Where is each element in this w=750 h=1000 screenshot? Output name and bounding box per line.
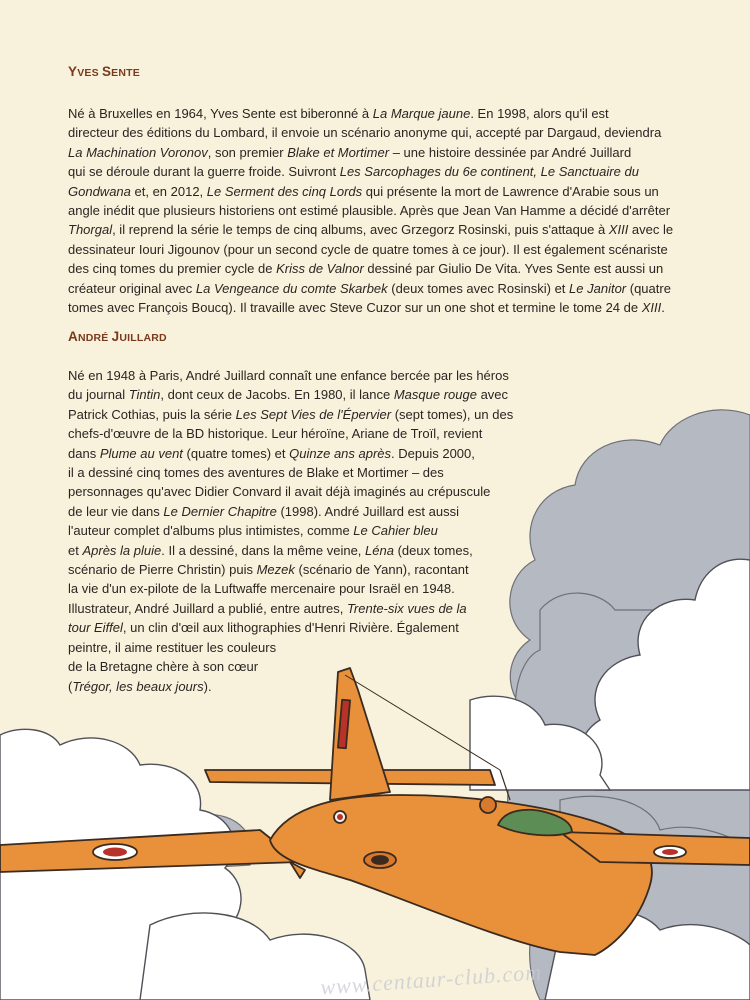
text-line: et Après la pluie. Il a dessiné, dans la même veine, Léna (deux tomes, [68, 542, 473, 558]
text-line: (Trégor, les beaux jours). [68, 678, 212, 694]
title-italic: Tintin [128, 387, 161, 403]
section-heading-yves-sente: YVES SENTE [68, 64, 140, 79]
watermark: www.centaur-club.com [319, 959, 543, 1000]
text-line: l'auteur complet d'albums plus intimistes, comme Le Cahier bleu [68, 523, 438, 539]
title-italic: Trégor, les beaux jours [72, 678, 204, 694]
title-italic: Blake et Mortimer [287, 144, 390, 160]
text-line: angle inédit que plusieurs historiens ont estimé plausible. Après que Jean Van Hamme a décidé d'arrêter [68, 203, 671, 219]
text-line: qui se déroule durant la guerre froide. Suivront Les Sarcophages du 6e continent, Le Sanctuaire du [68, 164, 639, 180]
title-italic: La Vengeance du comte Skarbek [195, 280, 388, 296]
text-line: du journal Tintin, dont ceux de Jacobs. En 1980, il lance Masque rouge avec [68, 387, 509, 403]
title-italic: Le Cahier bleu [353, 523, 438, 539]
title-italic: Plume au vent [99, 445, 183, 461]
text-line: La Machination Voronov, son premier Blake et Mortimer – une histoire dessinée par André Juillard [68, 144, 632, 160]
text-line: Thorgal, il reprend la série le temps de cinq albums, avec Grzegorz Rosinski, puis s'attaque à XIII avec le [68, 222, 674, 238]
text-line: il a dessiné cinq tomes des aventures de Blake et Mortimer – des [68, 465, 444, 481]
text-line: tour Eiffel, un clin d'œil aux lithographies d'Henri Rivière. Également [68, 620, 459, 636]
title-italic: Mezek [256, 562, 295, 578]
text-line: Patrick Cothias, puis la série Les Sept Vies de l'Épervier (sept tomes), un des [68, 406, 514, 422]
biography-yves-sente [68, 104, 708, 317]
text-line: la vie d'un ex-pilote de la Luftwaffe mercenaire pour Israël en 1948. [68, 581, 455, 597]
title-italic: XIII [608, 222, 629, 238]
text-line: tomes avec François Boucq). Il travaille avec Steve Cuzor sur un one shot et termine le tome 24 de XIII. [68, 300, 665, 316]
title-italic: Masque rouge [393, 387, 477, 403]
text-line: Gondwana et, en 2012, Le Serment des cinq Lords qui présente la mort de Lawrence d'Arabie sous un [68, 183, 659, 199]
text-line: Illustrateur, André Juillard a publié, entre autres, Trente-six vues de la [68, 600, 467, 616]
title-italic: tour Eiffel [68, 620, 123, 636]
title-italic: Trente-six vues de la [346, 600, 467, 616]
title-italic: XIII [641, 300, 662, 316]
text-line: chefs-d'œuvre de la BD historique. Leur héroïne, Ariane de Troïl, revient [68, 426, 483, 442]
title-italic: Après la pluie [82, 542, 162, 558]
text-line: de la Bretagne chère à son cœur [68, 659, 259, 675]
title-italic: La Machination Voronov [68, 144, 208, 160]
biography-andre-juillard [68, 366, 538, 696]
text-line: peintre, il aime restituer les couleurs [68, 639, 277, 655]
text-line: dessinateur Iouri Jigounov (pour un second cycle de quatre tomes à ce jour). Il est également scénariste [68, 241, 668, 257]
text-line: Né en 1948 à Paris, André Juillard connaît une enfance bercée par les héros [68, 368, 509, 383]
text-line: de leur vie dans Le Dernier Chapitre (1998). André Juillard est aussi [68, 503, 459, 519]
title-italic: Les Sept Vies de l'Épervier [235, 406, 392, 422]
text-line: créateur original avec La Vengeance du comte Skarbek (deux tomes avec Rosinski) et Le Janitor (quatre [68, 280, 671, 296]
text-line: dans Plume au vent (quatre tomes) et Quinze ans après. Depuis 2000, [68, 445, 475, 461]
title-italic: Le Janitor [569, 280, 627, 296]
title-italic: Quinze ans après [289, 445, 392, 461]
title-italic: La Marque jaune [372, 106, 471, 121]
title-italic: Kriss de Valnor [276, 261, 364, 277]
text-line: Né à Bruxelles en 1964, Yves Sente est biberonné à La Marque jaune. En 1998, alors qu'il est [68, 106, 609, 121]
section-heading-andre-juillard: ANDRÉ JUILLARD [68, 329, 167, 344]
title-italic: Thorgal [68, 222, 113, 238]
text-line: directeur des éditions du Lombard, il envoie un scénario anonyme qui, accepté par Dargaud, deviendra [68, 125, 662, 141]
title-italic: Léna [365, 542, 394, 558]
title-italic: Le Serment des cinq Lords [206, 183, 363, 199]
text-line: des cinq tomes du premier cycle de Kriss de Valnor dessiné par Giulio De Vita. Yves Sente est aussi un [68, 261, 664, 277]
title-italic: Gondwana [68, 183, 131, 199]
text-line: scénario de Pierre Christin) puis Mezek (scénario de Yann), racontant [68, 562, 469, 578]
text-line: personnages qu'avec Didier Convard il avait déjà imaginés au crépuscule [68, 484, 491, 500]
title-italic: Les Sarcophages du 6e continent, Le Sanctuaire du [339, 164, 639, 180]
title-italic: Le Dernier Chapitre [163, 503, 277, 519]
